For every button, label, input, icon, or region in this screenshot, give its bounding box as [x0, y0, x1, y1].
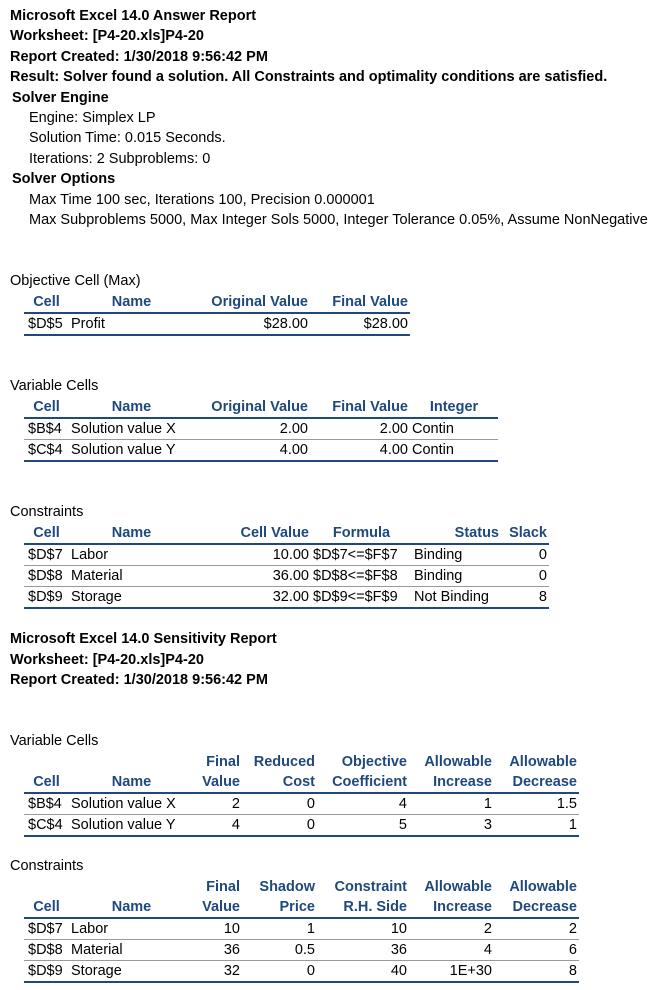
solution-time-line: Solution Time: 0.015 Seconds. [29, 130, 226, 146]
cell-ref: $C$4 [24, 440, 69, 462]
cell-name: Material [69, 566, 194, 587]
answer-worksheet: Worksheet: [P4-20.xls]P4-20 [10, 28, 204, 44]
cell-slack: 8 [501, 587, 549, 609]
cell-name: Material [69, 940, 194, 961]
col-header: Status [412, 523, 501, 544]
constraints-label: Constraints [10, 504, 84, 520]
col-header-top: Allowable [424, 879, 492, 895]
cell-name: Solution value X [69, 793, 194, 815]
cell-name: Profit [69, 313, 194, 335]
col-header: Name [69, 397, 194, 418]
cell-ref: $D$8 [24, 940, 69, 961]
col-header: Cell [24, 523, 69, 544]
cell-value: $28.00 [194, 313, 310, 335]
col-header-top: Final [206, 754, 240, 770]
cell-value: 10.00 [194, 544, 311, 566]
cell-slack: 0 [501, 544, 549, 566]
cell-value: 1E+30 [409, 961, 494, 983]
col-header: Increase [409, 897, 494, 918]
cell-status: Binding [412, 544, 501, 566]
col-header-top: Allowable [509, 754, 577, 770]
solver-engine-heading: Solver Engine [12, 90, 109, 106]
sens-variables-label: Variable Cells [10, 733, 99, 749]
cell-value: 36.00 [194, 566, 311, 587]
cell-value: 36 [317, 940, 409, 961]
col-header-top: Allowable [509, 879, 577, 895]
cell-name: Labor [69, 918, 194, 940]
table-row [24, 793, 579, 815]
cell-name: Storage [69, 961, 194, 983]
col-header-top: Shadow [259, 879, 315, 895]
sensitivity-worksheet: Worksheet: [P4-20.xls]P4-20 [10, 652, 204, 668]
cell-value: $28.00 [310, 313, 410, 335]
cell-value: 0 [242, 961, 317, 983]
cell-formula: $D$9<=$F$9 [311, 587, 412, 609]
col-header: Original Value [194, 292, 310, 313]
cell-value: 6 [494, 940, 579, 961]
col-header-top [69, 877, 194, 897]
col-header-top: Objective [341, 754, 407, 770]
cell-value: 1 [242, 918, 317, 940]
objective-table [24, 292, 410, 336]
cell-value: 40 [317, 961, 409, 983]
col-header: Value [194, 772, 242, 793]
cell-value: 2 [494, 918, 579, 940]
cell-value: 0 [242, 793, 317, 815]
cell-value: 1 [409, 793, 494, 815]
table-row [24, 587, 549, 609]
col-header-top [24, 752, 69, 772]
col-header: Price [242, 897, 317, 918]
col-header: Cell [24, 772, 69, 793]
col-header: Final Value [310, 292, 410, 313]
table-row [24, 544, 549, 566]
cell-value: 1.5 [494, 793, 579, 815]
col-header: Decrease [494, 772, 579, 793]
options-line-1: Max Time 100 sec, Iterations 100, Precision 0.000001 [29, 192, 375, 208]
col-header: Slack [501, 523, 549, 544]
cell-value: 0.5 [242, 940, 317, 961]
variables-label: Variable Cells [10, 378, 99, 394]
cell-value: 2 [409, 918, 494, 940]
col-header: Decrease [494, 897, 579, 918]
table-row [24, 440, 498, 462]
sensitivity-created: Report Created: 1/30/2018 9:56:42 PM [10, 672, 268, 688]
col-header: Name [69, 772, 194, 793]
cell-value: 32.00 [194, 587, 311, 609]
cell-value: 10 [317, 918, 409, 940]
col-header: Integer [410, 397, 498, 418]
table-row [24, 961, 579, 983]
cell-value: 2 [194, 793, 242, 815]
cell-status: Not Binding [412, 587, 501, 609]
cell-name: Solution value Y [69, 440, 194, 462]
cell-value: 8 [494, 961, 579, 983]
solver-options-heading: Solver Options [12, 171, 116, 187]
cell-ref: $B$4 [24, 418, 69, 440]
cell-value: 4 [409, 940, 494, 961]
cell-integer: Contin [410, 440, 498, 462]
col-header: Increase [409, 772, 494, 793]
col-header: Value [194, 897, 242, 918]
table-row [24, 815, 579, 837]
cell-value: 4.00 [310, 440, 410, 462]
col-header-top [24, 877, 69, 897]
col-header-top: Allowable [424, 754, 492, 770]
cell-value: 36 [194, 940, 242, 961]
col-header: Cell [24, 292, 69, 313]
table-row [24, 918, 579, 940]
answer-created: Report Created: 1/30/2018 9:56:42 PM [10, 49, 268, 65]
cell-value: 0 [242, 815, 317, 837]
cell-formula: $D$7<=$F$7 [311, 544, 412, 566]
col-header: Name [69, 292, 194, 313]
col-header: R.H. Side [317, 897, 409, 918]
cell-name: Labor [69, 544, 194, 566]
cell-ref: $D$9 [24, 587, 69, 609]
col-header: Original Value [194, 397, 310, 418]
options-line-2: Max Subproblems 5000, Max Integer Sols 5000, Integer Tolerance 0.05%, Assume NonNegative [29, 212, 648, 228]
cell-ref: $C$4 [24, 815, 69, 837]
cell-value: 5 [317, 815, 409, 837]
sensitivity-report-title: Microsoft Excel 14.0 Sensitivity Report [10, 631, 277, 647]
cell-formula: $D$8<=$F$8 [311, 566, 412, 587]
cell-value: 4 [194, 815, 242, 837]
cell-ref: $D$9 [24, 961, 69, 983]
col-header: Cost [242, 772, 317, 793]
sens-variables-table [24, 752, 579, 837]
col-header: Name [69, 523, 194, 544]
cell-value: 32 [194, 961, 242, 983]
cell-value: 3 [409, 815, 494, 837]
table-row [24, 566, 549, 587]
cell-value: 10 [194, 918, 242, 940]
variables-table [24, 397, 498, 462]
col-header-top: Final [206, 879, 240, 895]
cell-ref: $D$7 [24, 918, 69, 940]
engine-line: Engine: Simplex LP [29, 110, 156, 126]
cell-status: Binding [412, 566, 501, 587]
cell-name: Solution value Y [69, 815, 194, 837]
cell-value: 2.00 [194, 418, 310, 440]
table-row [24, 313, 410, 335]
cell-value: 4 [317, 793, 409, 815]
iterations-line: Iterations: 2 Subproblems: 0 [29, 151, 211, 167]
cell-name: Solution value X [69, 418, 194, 440]
col-header: Cell [24, 397, 69, 418]
col-header-top [69, 752, 194, 772]
cell-ref: $D$8 [24, 566, 69, 587]
col-header: Cell Value [194, 523, 311, 544]
cell-ref: $D$5 [24, 313, 69, 335]
sens-constraints-table [24, 877, 579, 983]
cell-slack: 0 [501, 566, 549, 587]
cell-name: Storage [69, 587, 194, 609]
constraints-table [24, 523, 549, 609]
answer-report-title: Microsoft Excel 14.0 Answer Report [10, 8, 257, 24]
objective-label: Objective Cell (Max) [10, 273, 141, 289]
answer-result: Result: Solver found a solution. All Constraints and optimality conditions are satisfied. [10, 69, 608, 85]
cell-ref: $D$7 [24, 544, 69, 566]
table-row [24, 418, 498, 440]
col-header: Coefficient [317, 772, 409, 793]
cell-ref: $B$4 [24, 793, 69, 815]
table-row [24, 940, 579, 961]
cell-value: 2.00 [310, 418, 410, 440]
col-header: Final Value [310, 397, 410, 418]
col-header: Formula [311, 523, 412, 544]
cell-integer: Contin [410, 418, 498, 440]
col-header: Name [69, 897, 194, 918]
cell-value: 1 [494, 815, 579, 837]
cell-value: 4.00 [194, 440, 310, 462]
col-header-top: Reduced [253, 754, 315, 770]
sens-constraints-label: Constraints [10, 858, 84, 874]
col-header-top: Constraint [334, 879, 407, 895]
col-header: Cell [24, 897, 69, 918]
